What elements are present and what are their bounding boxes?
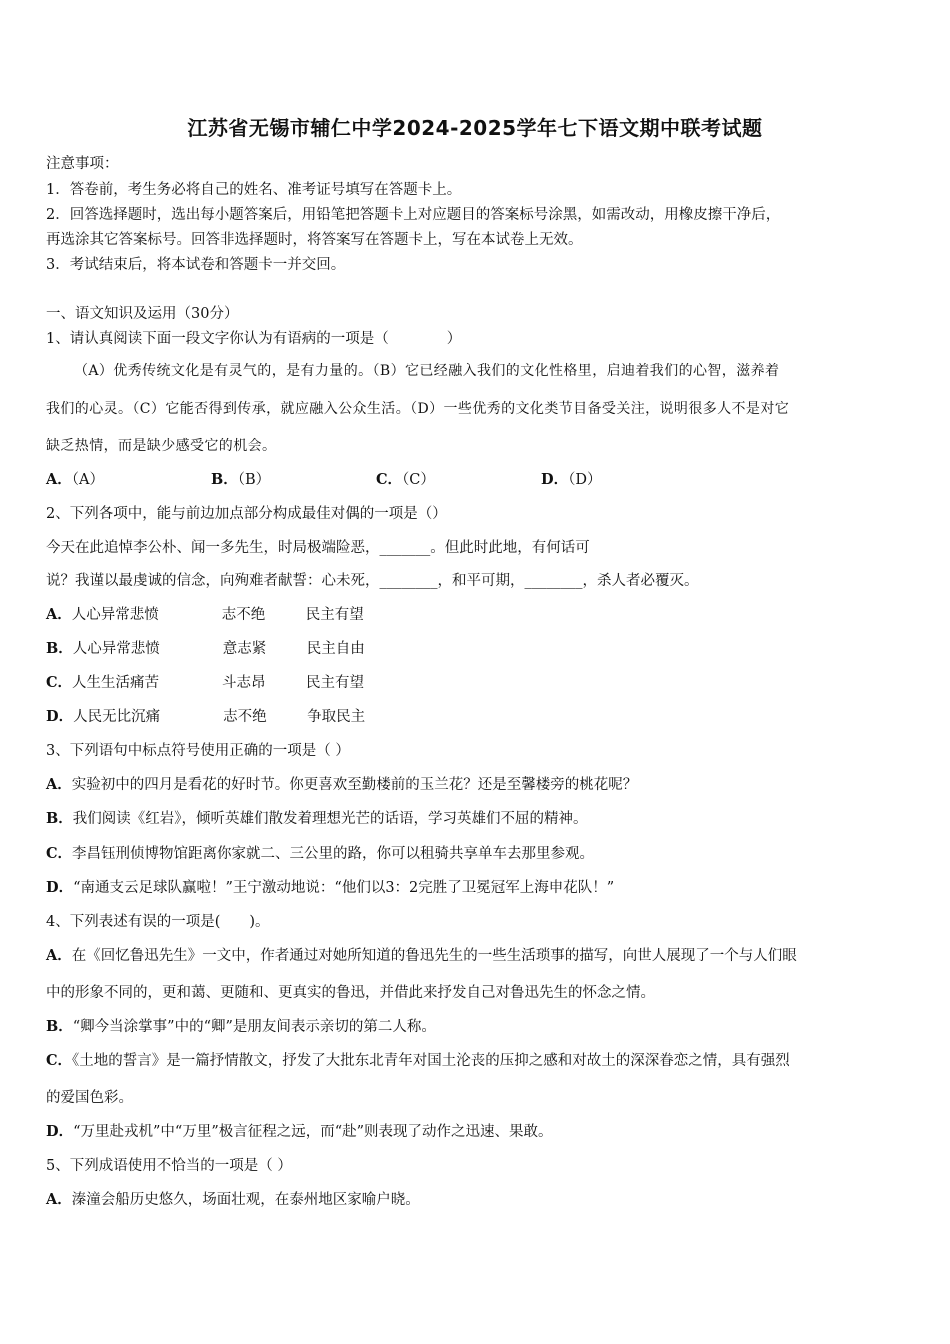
notice-item: 3．考试结束后，将本试卷和答题卡一并交回。 (46, 257, 346, 273)
notice-item: 2．回答选择题时，选出每小题答案后，用铅笔把答题卡上对应题目的答案标号涂黑，如需改动，用橡皮擦干净后， (46, 207, 781, 223)
option-a[interactable]: A．人心异常悲愤 志不绝 民主有望 (46, 606, 364, 623)
notice-header: 注意事项： (46, 156, 119, 172)
option-a[interactable]: A．实验初中的四月是看花的好时节。你更喜欢至勤楼前的玉兰花？还是至馨楼旁的桃花呢？ (46, 776, 638, 793)
option-d[interactable]: D．“南通支云足球队赢啦！”王宁激动地说：“他们以3：2完胜了卫冕冠军上海申花队！” (46, 879, 615, 896)
question-2-stem: 2、下列各项中，能与前边加点部分构成最佳对偶的一项是（） (46, 506, 447, 522)
question-1-passage: 我们的心灵。（C）它能否得到传承，就应融入公众生活。（D）一些优秀的文化类节目备受关注，说明很多人不是对它 (46, 401, 790, 417)
option-c[interactable]: C．《土地的誓言》是一篇抒情散文，抒发了大批东北青年对国土沦丧的压抑之感和对故土的深深眷恋之情，具有强烈 (46, 1052, 790, 1069)
question-4-stem: 4、下列表述有误的一项是( )。 (46, 914, 270, 930)
question-3-stem: 3、下列语句中标点符号使用正确的一项是（ ） (46, 743, 350, 759)
option-b[interactable]: B．我们阅读《红岩》，倾听英雄们散发着理想光芒的话语，学习英雄们不屈的精神。 (46, 810, 588, 827)
option-d[interactable]: D．（D） (541, 471, 602, 488)
option-a[interactable]: A．在《回忆鲁迅先生》一文中，作者通过对她所知道的鲁迅先生的一些生活琐事的描写，向世人展现了一个与人们眼 (46, 947, 797, 964)
question-1-options (46, 468, 601, 489)
notice-item: 1．答卷前，考生务必将自己的姓名、准考证号填写在答题卡上。 (46, 182, 462, 198)
option-a[interactable]: A．溱潼会船历史悠久，场面壮观，在泰州地区家喻户晓。 (46, 1191, 420, 1208)
option-b[interactable]: B．（B） (211, 471, 271, 488)
section-heading: 一、语文知识及运用（30分） (46, 306, 239, 322)
option-d[interactable]: D．人民无比沉痛 志不绝 争取民主 (46, 708, 366, 725)
question-2-text: 今天在此追悼李公朴、闻一多先生，时局极端险恶，_______。但此时此地，有何话可 (46, 540, 590, 556)
option-a-continued: 中的形象不同的，更和蔼、更随和、更真实的鲁迅，并借此来抒发自己对鲁迅先生的怀念之情。 (46, 985, 655, 1001)
option-b[interactable]: B．人心异常悲愤 意志紧 民主自由 (46, 640, 365, 657)
question-1-passage: （A）优秀传统文化是有灵气的，是有力量的。（B）它已经融入我们的文化性格里，启迪着我们的心智，滋养着 (74, 363, 780, 379)
option-b[interactable]: B．“卿今当涂掌事”中的“卿”是朋友间表示亲切的第二人称。 (46, 1018, 436, 1035)
question-1-passage: 缺乏热情，而是缺少感受它的机会。 (46, 438, 277, 454)
question-1-stem: 1、请认真阅读下面一段文字你认为有语病的一项是（ ） (46, 331, 462, 347)
exam-title: 江苏省无锡市辅仁中学2024-2025学年七下语文期中联考试题 (187, 116, 763, 140)
notice-item: 再选涂其它答案标号。回答非选择题时，将答案写在答题卡上，写在本试卷上无效。 (46, 232, 583, 248)
option-c-continued: 的爱国色彩。 (46, 1090, 133, 1106)
question-2-text: 说？我谨以最虔诚的信念，向殉难者献誓：心未死，________，和平可期，________，杀人者必覆灭。 (46, 573, 699, 589)
option-c[interactable]: C．（C） (376, 471, 435, 488)
option-c[interactable]: C．李昌钰刑侦博物馆距离你家就二、三公里的路，你可以租骑共享单车去那里参观。 (46, 845, 595, 862)
option-c[interactable]: C．人生生活痛苦 斗志昂 民主有望 (46, 674, 365, 691)
option-d[interactable]: D．“万里赴戎机”中“万里”极言征程之远，而“赴”则表现了动作之迅速、果敢。 (46, 1123, 553, 1140)
question-5-stem: 5、下列成语使用不恰当的一项是（ ） (46, 1158, 292, 1174)
option-a[interactable]: A．（A） (46, 471, 104, 488)
